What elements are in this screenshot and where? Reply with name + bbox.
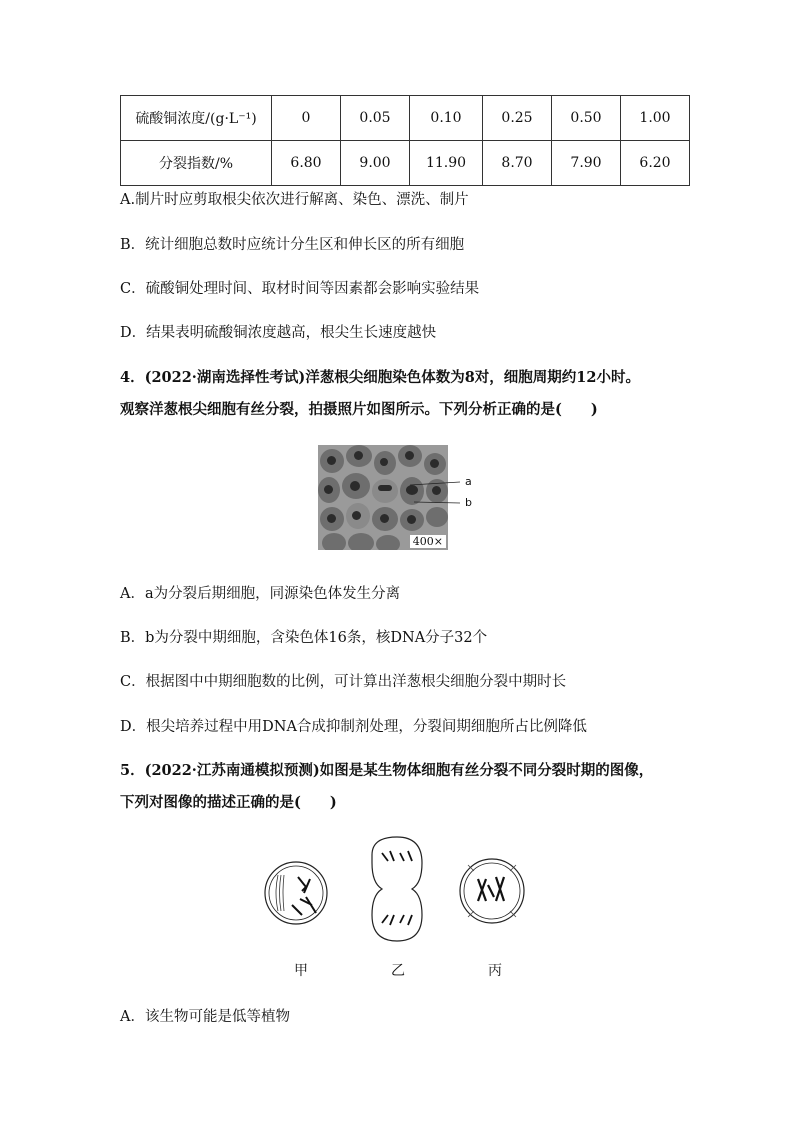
q4-option-c: C．根据图中中期细胞数的比例，可计算出洋葱根尖细胞分裂中期时长 bbox=[120, 674, 567, 690]
table-cell: 11.90 bbox=[410, 141, 483, 186]
table-row-label-index: 分裂指数/% bbox=[121, 141, 272, 186]
table-cell: 0 bbox=[272, 96, 341, 141]
table-header-concentration: 硫酸铜浓度/(g·L⁻¹) bbox=[121, 96, 272, 141]
table-cell: 7.90 bbox=[552, 141, 621, 186]
q4-option-a: A．a为分裂后期细胞，同源染色体发生分离 bbox=[120, 586, 401, 602]
q4-option-b: B．b为分裂中期细胞，含染色体16条，核DNA分子32个 bbox=[120, 630, 488, 646]
table-cell: 1.00 bbox=[621, 96, 690, 141]
photo-label-b: b bbox=[465, 496, 472, 509]
table-cell: 0.50 bbox=[552, 96, 621, 141]
cell-yi-diagram bbox=[372, 837, 422, 941]
q3-option-b: B．统计细胞总数时应统计分生区和伸长区的所有细胞 bbox=[120, 237, 465, 253]
table-cell: 6.80 bbox=[272, 141, 341, 186]
cell-bing-diagram bbox=[460, 859, 524, 923]
q5-stem-line1: 5．(2022·江苏南通模拟预测)如图是某生物体细胞有丝分裂不同分裂时期的图像， bbox=[120, 762, 654, 779]
q4-stem-line1: 4．(2022·湖南选择性考试)洋葱根尖细胞染色体数为8对，细胞周期约12小时。 bbox=[120, 369, 640, 386]
pointer-lines bbox=[410, 470, 470, 510]
caption-bing: 丙 bbox=[488, 963, 502, 979]
magnification-label: 400× bbox=[410, 535, 446, 548]
table-cell: 9.00 bbox=[341, 141, 410, 186]
q3-option-a: A.制片时应剪取根尖依次进行解离、染色、漂洗、制片 bbox=[120, 192, 469, 208]
copper-sulfate-table bbox=[120, 95, 690, 186]
cell-jia-diagram bbox=[265, 862, 327, 924]
q3-option-c: C．硫酸铜处理时间、取材时间等因素都会影响实验结果 bbox=[120, 281, 480, 297]
caption-yi: 乙 bbox=[391, 963, 405, 979]
mitosis-diagrams bbox=[262, 835, 542, 945]
q5-stem-line2: 下列对图像的描述正确的是( ) bbox=[120, 794, 337, 811]
q4-option-d: D．根尖培养过程中用DNA合成抑制剂处理，分裂间期细胞所占比例降低 bbox=[120, 719, 587, 735]
q3-option-d: D．结果表明硫酸铜浓度越高，根尖生长速度越快 bbox=[120, 325, 437, 341]
table-cell: 6.20 bbox=[621, 141, 690, 186]
q5-option-a: A．该生物可能是低等植物 bbox=[120, 1009, 290, 1025]
q4-stem-line2: 观察洋葱根尖细胞有丝分裂，拍摄照片如图所示。下列分析正确的是( ) bbox=[120, 401, 598, 418]
table-cell: 0.05 bbox=[341, 96, 410, 141]
table-cell: 0.10 bbox=[410, 96, 483, 141]
photo-label-a: a bbox=[465, 475, 472, 488]
caption-jia: 甲 bbox=[294, 963, 308, 979]
table-cell: 0.25 bbox=[483, 96, 552, 141]
table-cell: 8.70 bbox=[483, 141, 552, 186]
